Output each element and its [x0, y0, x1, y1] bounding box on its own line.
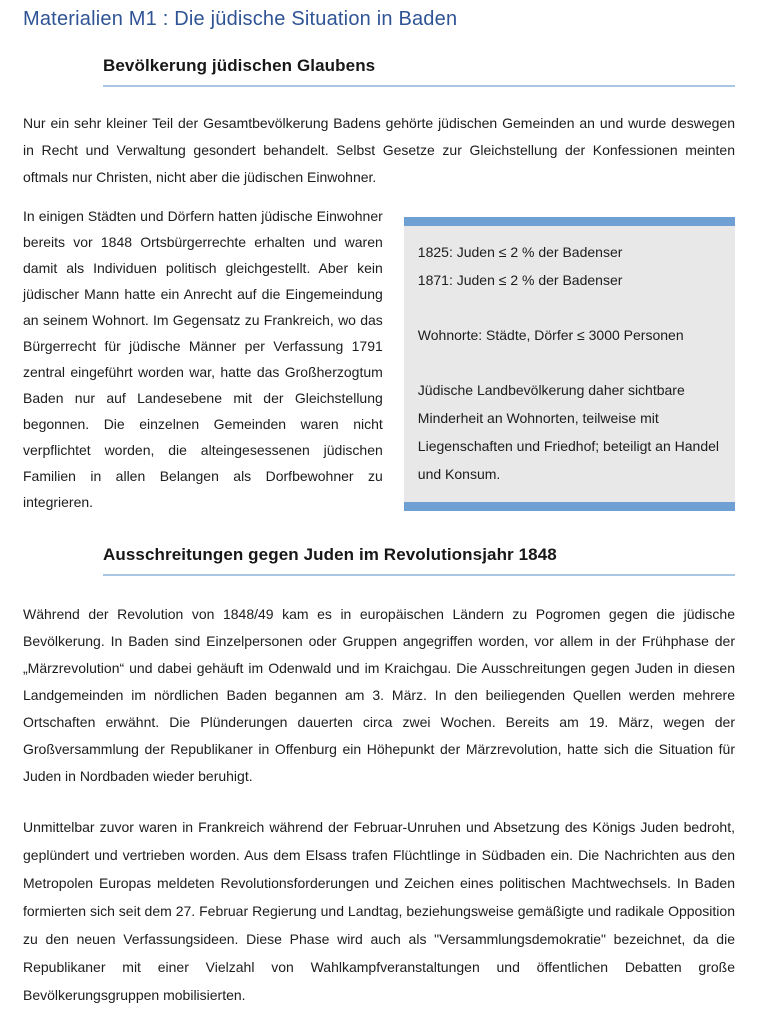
section2-paragraph-2: Unmittelbar zuvor waren in Frankreich während der Februar-Unruhen und Absetzung des Königs Juden bedroht, geplündert und vertrieben worden. Aus dem Elsass trafen Flüchtlinge in Südbaden ein. Die Nachrichten aus den Metropolen Europas meldeten Revolutionsforderungen und Zeichen eines politischen Machtwechsels. In Baden formierten sich seit dem 27. Februar Regierung und Landtag, beziehungsweise gemäßigte und radikale Opposition zu den neuen Verfassungsideen. Diese Phase wird auch als "Versammlungsdemokratie" bezeichnet, da die Republikaner mit einer Vielzahl von Wahlkampfveranstaltungen und öffentlichen Debatten große Bevölkerungsgruppen mobilisierten. — [23, 819, 735, 1003]
section-riots — [23, 545, 735, 1009]
info-box — [404, 217, 735, 511]
page-title: Materialien M1 : Die jüdische Situation in Baden — [23, 8, 458, 30]
info-box-residence: Wohnorte: Städte, Dörfer ≤ 3000 Personen — [417, 327, 684, 343]
section2-paragraph-1: Während der Revolution von 1848/49 kam es in europäischen Ländern zu Pogromen gegen die jüdische Bevölkerung. In Baden sind Einzelpersonen oder Gruppen angegriffen worden, vor allem in der Frühphase der „Märzrevolution“ und dabei gehäuft im Odenwald und im Kraichgau. Die Ausschreitungen gegen Juden in diesen Landgemeinden im nördlichen Baden begannen am 3. März. In den beiliegenden Quellen werden mehrere Ortschaften erwähnt. Die Plünderungen dauerten circa zwei Wochen. Bereits am 19. März, wegen der Großversammlung der Republikaner in Offenburg ein Höhepunkt der Märzrevolution, hatte sich die Situation für Juden in Nordbaden wieder beruhigt. — [23, 606, 735, 784]
info-box-top-bar — [404, 217, 735, 226]
section1-heading: Bevölkerung jüdischen Glaubens — [103, 56, 376, 75]
info-box-content — [404, 226, 735, 502]
section-population — [23, 56, 735, 515]
section1-divider — [103, 85, 735, 87]
info-box-stat-1825: 1825: Juden ≤ 2 % der Badenser — [417, 244, 623, 260]
section1-paragraph-1: Nur ein sehr kleiner Teil der Gesamtbevölkerung Badens gehörte jüdischen Gemeinden an und wurde deswegen in Recht und Verwaltung gesondert behandelt. Selbst Gesetze zur Gleichstellung der Konfessionen meinten oftmals nur Christen, nicht aber die jüdischen Einwohner. — [23, 115, 735, 185]
section2-divider — [103, 574, 735, 576]
info-box-bottom-bar — [404, 502, 735, 511]
section2-heading: Ausschreitungen gegen Juden im Revolutionsjahr 1848 — [103, 545, 557, 564]
two-column-block — [23, 203, 735, 515]
info-box-note: Jüdische Landbevölkerung daher sichtbare Minderheit an Wohnorten, teilweise mit Liegenschaften und Friedhof; beteiligt an Handel und Konsum. — [417, 382, 720, 482]
info-box-stat-1871: 1871: Juden ≤ 2 % der Badenser — [417, 272, 623, 288]
section1-paragraph-2: In einigen Städten und Dörfern hatten jüdische Einwohner bereits vor 1848 Ortsbürgerrechte erhalten und waren damit als Individuen politisch gleichgestellt. Aber kein jüdischer Mann hatte ein Anrecht auf die Eingemeindung an seinem Wohnort. Im Gegensatz zu Frankreich, wo das Bürgerrecht für jüdische Männer per Verfassung 1791 zentral eingeführt worden war, hatte das Großherzogtum Baden nur auf Landesebene mit der Gleichstellung begonnen. Die einzelnen Gemeinden waren nicht verpflichtet worden, die alteingesessenen jüdischen Familien in allen Belangen als Dorfbewohner zu integrieren. — [23, 208, 383, 510]
